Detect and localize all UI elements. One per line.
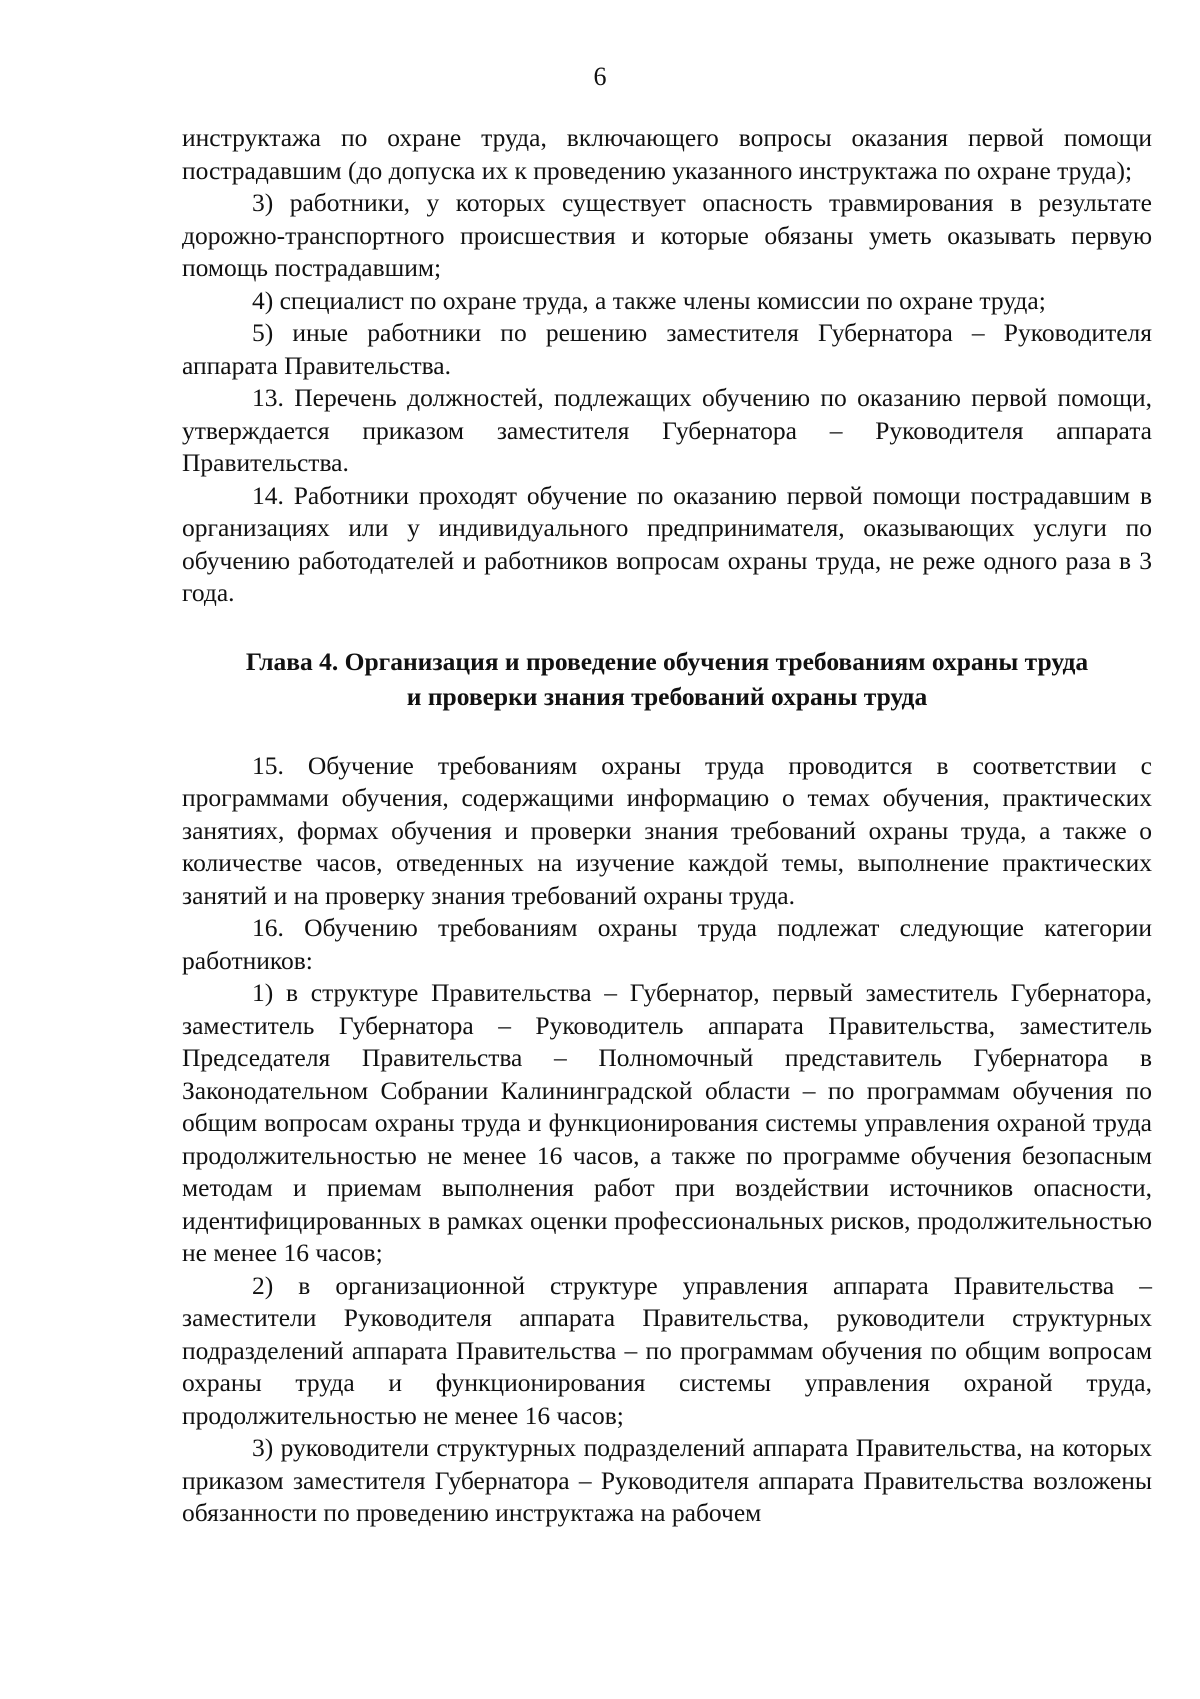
paragraph-16: 16. Обучению требованиям охраны труда подлежат следующие категории работников: xyxy=(182,913,1152,975)
paragraph-13: 13. Перечень должностей, подлежащих обучению по оказанию первой помощи, утверждается приказом заместителя Губернатора – Руководителя аппарата Правительства. xyxy=(182,383,1152,477)
chapter-heading xyxy=(182,644,1152,714)
list-item-3-continued: 3) руководители структурных подразделений аппарата Правительства, на которых приказом заместителя Губернатора – Руководителя аппарата Правительства возложены обязанности по проведению инструктажа на рабочем xyxy=(182,1433,1152,1527)
paragraph-15: 15. Обучение требованиям охраны труда проводится в соответствии с программами обучения, содержащими информацию о темах обучения, практических занятиях, формах обучения и проверки знания требований охраны труда, а также о количестве часов, отведенных на изучение каждой темы, выполнение практических занятий и на проверку знания требований охраны труда. xyxy=(182,750,1152,910)
chapter-heading-line-2: и проверки знания требований охраны труда xyxy=(406,681,928,711)
list-item-3: 3) работники, у которых существует опасность травмирования в результате дорожно-транспортного происшествия и которые обязаны уметь оказывать первую помощь пострадавшим; xyxy=(182,188,1152,282)
page-number: 6 xyxy=(593,62,607,91)
chapter-heading-line-1: Глава 4. Организация и проведение обучения требованиям охраны труда xyxy=(245,646,1089,676)
document-body xyxy=(182,122,1152,1530)
list-item-1: 1) в структуре Правительства – Губернатор, первый заместитель Губернатора, заместитель Губернатора – Руководитель аппарата Правительства, заместитель Председателя Правительства – Полномочный представитель Губернатора в Законодательном Собрании Калининградской области – по программам обучения по общим вопросам охраны труда и функционирования системы управления охраной труда продолжительностью не менее 16 часов, а также по программе обучения безопасным методам и приемам выполнения работ при воздействии источников опасности, идентифицированных в рамках оценки профессиональных рисков, продолжительностью не менее 16 часов; xyxy=(182,978,1152,1267)
list-item-2: 2) в организационной структуре управления аппарата Правительства – заместители Руководителя аппарата Правительства, руководители структурных подразделений аппарата Правительства – по программам обучения по общим вопросам охраны труда и функционирования системы управления охраной труда, продолжительностью не менее 16 часов; xyxy=(182,1270,1152,1430)
paragraph-continuation: инструктажа по охране труда, включающего вопросы оказания первой помощи пострадавшим (до допуска их к проведению указанного инструктажа по охране труда); xyxy=(182,123,1152,185)
list-item-5: 5) иные работники по решению заместителя Губернатора – Руководителя аппарата Правительства. xyxy=(182,318,1152,380)
list-item-4: 4) специалист по охране труда, а также члены комиссии по охране труда; xyxy=(252,285,1046,315)
paragraph-14: 14. Работники проходят обучение по оказанию первой помощи пострадавшим в организациях или у индивидуального предпринимателя, оказывающих услуги по обучению работодателей и работников вопросам охраны труда, не реже одного раза в 3 года. xyxy=(182,480,1152,607)
